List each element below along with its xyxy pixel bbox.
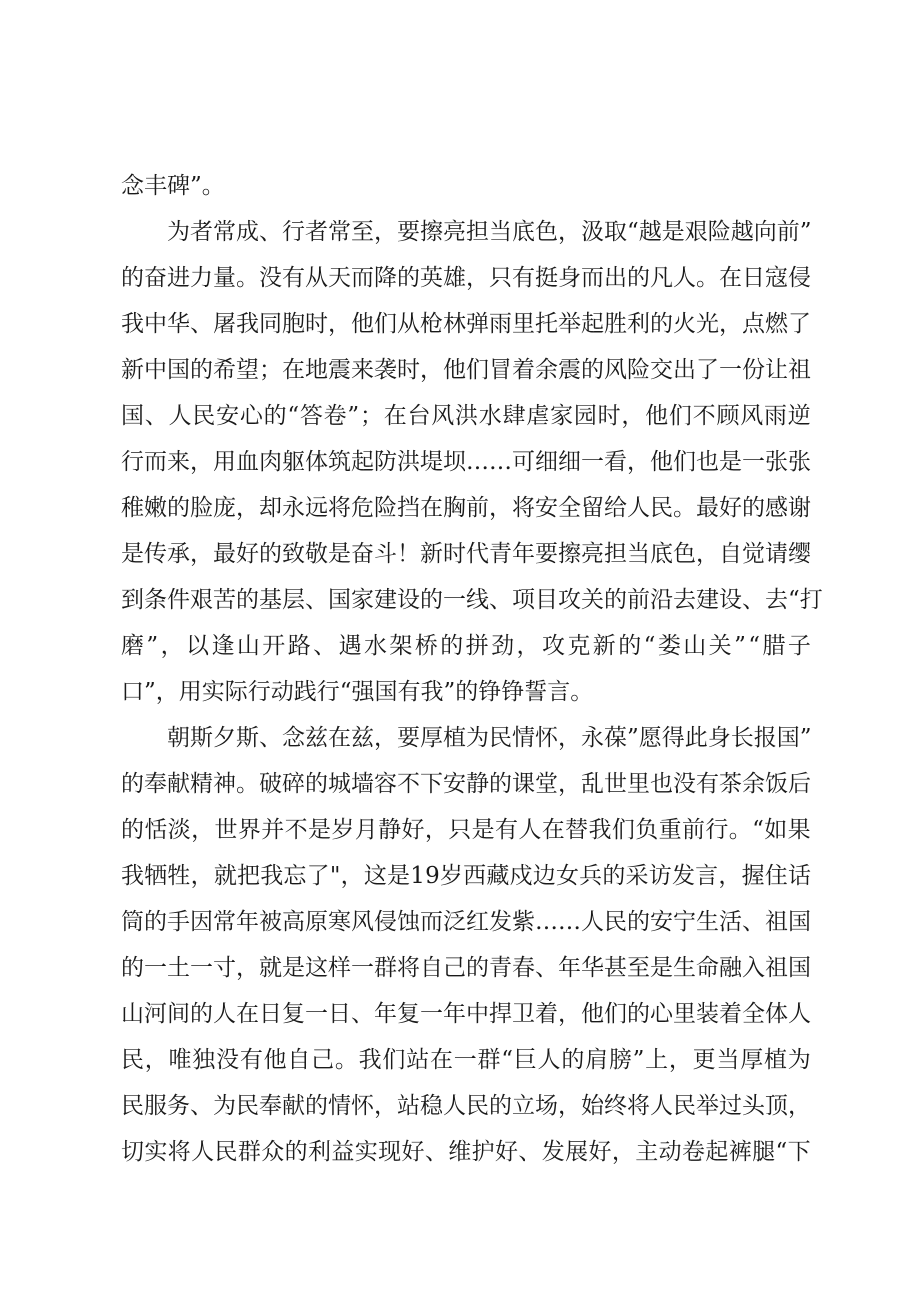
text-line-14: 的 奉 献 精 神 。 破 碎 的 城 墙 容 不 下 安 静 的 课 堂 ， 乱 世 里 也 没 有 茶 余 饭 后 (121, 771, 811, 797)
text-line-20: 民 ， 唯 独 没 有 他 自 己 。 我 们 站 在 一 群 “ 巨 人 的 肩 膀 ” 上 ， 更 当 厚 植 为 (121, 1047, 811, 1073)
text-line-10: 到 条 件 艰 苦 的 基 层 、 国 家 建 设 的 一 线 、 项 目 攻 关 的 前 沿 去 建 设 、 去 “ 打 (121, 587, 823, 613)
text-line-18: 的 一 土 一 寸 ， 就 是 这 样 一 群 将 自 己 的 青 春 、 年 华 甚 至 是 生 命 融 入 祖 国 (121, 955, 811, 981)
text-line-8: 稚 嫩 的 脸 庞 ， 却 永 远 将 危 险 挡 在 胸 前 ， 将 安 全 留 给 人 民 。 最 好 的 感 谢 (121, 495, 811, 521)
document-body (121, 163, 823, 1175)
text-line-4: 我 中 华 、 屠 我 同 胞 时 ， 他 们 从 枪 林 弹 雨 里 托 举 起 胜 利 的 火 光 ， 点 燃 了 (121, 311, 811, 337)
text-line-3: 的 奋 进 力 量 。 没 有 从 天 而 降 的 英 雄 ， 只 有 挺 身 而 出 的 凡 人 。 在 日 寇 侵 (121, 265, 811, 291)
text-line-11: 磨 ” ， 以 逢 山 开 路 、 遇 水 架 桥 的 拼 劲 ， 攻 克 新 的 “ 娄 山 关 ” “ 腊 子 (121, 633, 811, 659)
text-line-5: 新 中 国 的 希 望 ； 在 地 震 来 袭 时 ， 他 们 冒 着 余 震 的 风 险 交 出 了 一 份 让 祖 (121, 357, 811, 383)
text-line-9: 是 传 承 ， 最 好 的 致 敬 是 奋 斗 ！ 新 时 代 青 年 要 擦 亮 担 当 底 色 ， 自 觉 请 缨 (121, 541, 811, 567)
text-line-17: 筒 的 手 因 常 年 被 高 原 寒 风 侵 蚀 而 泛 红 发 紫 … … 人 民 的 安 宁 生 活 、 祖 国 (121, 909, 811, 935)
text-line-6: 国 、 人 民 安 心 的 “ 答 卷 ” ； 在 台 风 洪 水 肆 虐 家 园 时 ， 他 们 不 顾 风 雨 逆 (121, 403, 811, 429)
text-line-2: 为 者 常 成 、 行 者 常 至 ， 要 擦 亮 担 当 底 色 ， 汲 取 “ 越 是 艰 险 越 向 前 ” (167, 219, 812, 245)
text-line-22: 切 实 将 人 民 群 众 的 利 益 实 现 好 、 维 护 好 、 发 展 好 ， 主 动 卷 起 裤 腿 “ 下 (121, 1139, 811, 1165)
text-line-15: 的 恬 淡 ， 世 界 并 不 是 岁 月 静 好 ， 只 是 有 人 在 替 我 们 负 重 前 行 。 “ 如 果 (121, 817, 811, 843)
text-line-19: 山 河 间 的 人 在 日 复 一 日 、 年 复 一 年 中 捍 卫 着 ， 他 们 的 心 里 装 着 全 体 人 (121, 1001, 811, 1027)
text-line-13: 朝 斯 夕 斯 、 念 兹 在 兹 ， 要 厚 植 为 民 情 怀 ， 永 葆 ” 愿 得 此 身 长 报 国 ” (167, 725, 812, 751)
text-line-12: 口”，用实际行动践行“强国有我”的铮铮誓言。 (121, 679, 594, 705)
text-line-7: 行 而 来 ， 用 血 肉 躯 体 筑 起 防 洪 堤 坝 … … 可 细 细 一 看 ， 他 们 也 是 一 张 张 (121, 449, 811, 475)
text-line-16: 我 牺 牲 ， 就 把 我 忘 了 " ， 这 是 1 9 岁 西 藏 戍 边 女 兵 的 采 访 发 言 ， 握 住 话 (121, 863, 811, 889)
text-line-1: 念丰碑”。 (121, 173, 225, 199)
text-line-21: 民 服 务 、 为 民 奉 献 的 情 怀 ， 站 稳 人 民 的 立 场 ， 始 终 将 人 民 举 过 头 顶 ， (121, 1093, 811, 1119)
